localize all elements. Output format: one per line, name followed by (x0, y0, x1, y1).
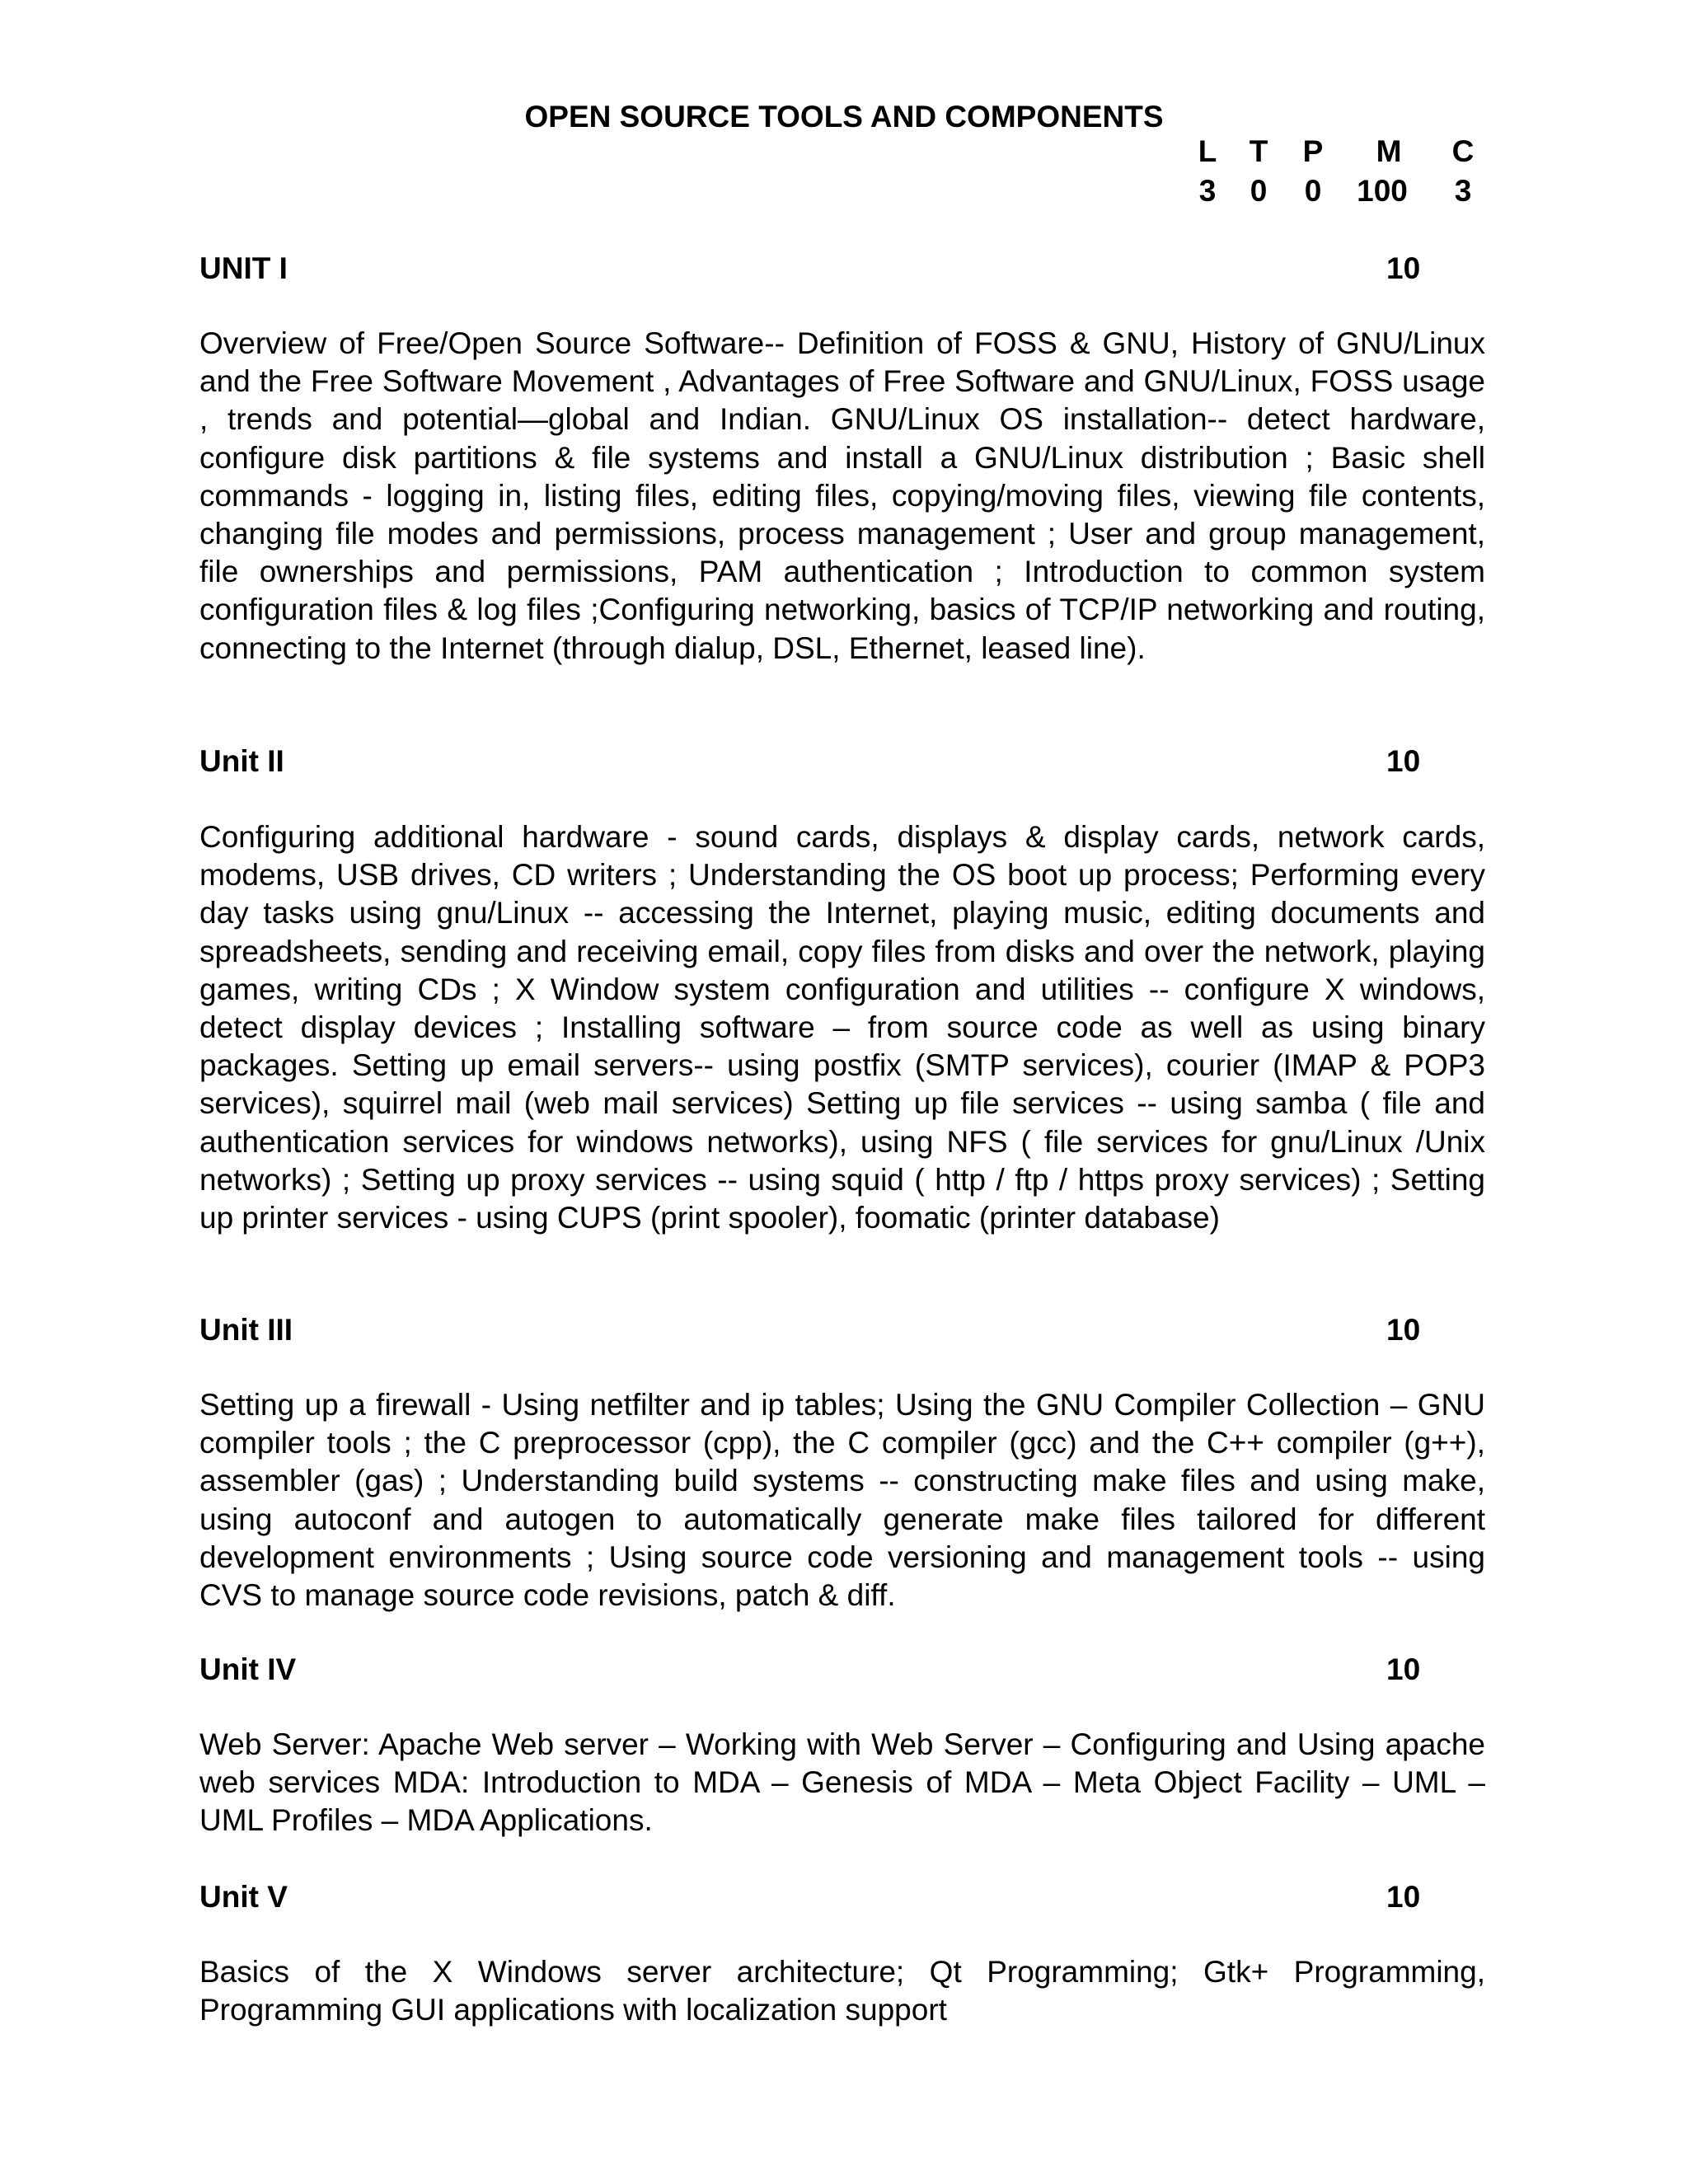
unit-heading (199, 249, 1436, 288)
unit-hours: 10 (1386, 1652, 1421, 1686)
credit-header-c: C (1451, 134, 1475, 168)
unit-title: Unit III (199, 1313, 293, 1347)
unit-title: Unit II (199, 744, 284, 778)
unit-title: Unit V (199, 1880, 288, 1914)
unit-content: Basics of the X Windows server architecture; Qt Programming; Gtk+ Programming, Programming GUI applications with localization support (199, 1955, 1485, 2027)
unit-hours: 10 (1386, 744, 1421, 778)
unit-content: Overview of Free/Open Source Software-- Definition of FOSS & GNU, History of GNU/Linux and the Free Software Movement , Advantages of Free Software and GNU/Linux, FOSS usage , trends and potential—global and Indian. GNU/Linux OS installation-- detect hardware, configure disk partitions & file systems and install a GNU/Linux distribution ; Basic shell commands - logging in, listing files, editing files, copying/moving files, viewing file contents, changing file modes and permissions, process management ; User and group management, file ownerships and permissions, PAM authentication ; Introduction to common system configuration files & log files ;Configuring networking, basics of TCP/IP networking and routing, connecting to the Internet (through dialup, DSL, Ethernet, leased line). (199, 326, 1485, 665)
unit-heading (199, 742, 1436, 781)
credit-value-m: 100 (1357, 174, 1408, 208)
unit-heading (199, 1877, 1436, 1917)
unit-heading (199, 1310, 1436, 1350)
credit-header-t: T (1249, 134, 1268, 168)
unit-hours: 10 (1386, 1880, 1421, 1914)
unit-hours: 10 (1386, 251, 1421, 285)
credit-value-l: 3 (1198, 174, 1217, 208)
page-title: OPEN SOURCE TOOLS AND COMPONENTS (524, 100, 1164, 134)
credit-header-p: P (1302, 134, 1324, 168)
unit-content: Setting up a firewall - Using netfilter and ip tables; Using the GNU Compiler Collection – GNU compiler tools ; the C preprocessor (cpp), the C compiler (gcc) and the C++ compiler (g++), assembler (gas) ; Understanding build systems -- constructing make files and using make, using autoconf and autogen to automatically generate make files tailored for different development environments ; Using source code versioning and management tools -- using CVS to manage source code revisions, patch & diff. (199, 1388, 1485, 1613)
credit-value-c: 3 (1454, 174, 1472, 208)
unit-content: Web Server: Apache Web server – Working with Web Server – Configuring and Using apache web services MDA: Introduction to MDA – Genesis of MDA – Meta Object Facility – UML – UML Profiles – MDA Applications. (199, 1727, 1485, 1838)
credit-value-p: 0 (1304, 174, 1322, 208)
unit-title: UNIT I (199, 251, 288, 285)
credits-table (1170, 132, 1500, 214)
credit-header-m: M (1376, 134, 1402, 168)
unit-hours: 10 (1386, 1313, 1421, 1347)
unit-content: Configuring additional hardware - sound cards, displays & display cards, network cards, modems, USB drives, CD writers ; Understanding the OS boot up process; Performing every day tasks using gnu/Linux -- accessing the Internet, playing music, editing documents and spreadsheets, sending and receiving email, copy files from disks and over the network, playing games, writing CDs ; X Window system configuration and utilities -- configure X windows, detect display devices ; Installing software – from source code as well as using binary packages. Setting up email servers-- using postfix (SMTP services), courier (IMAP & POP3 services), squirrel mail (web mail services) Setting up file services -- using samba ( file and authentication services for windows networks), using NFS ( file services for gnu/Linux /Unix networks) ; Setting up proxy services -- using squid ( http / ftp / https proxy services) ; Setting up printer services - using CUPS (print spooler), foomatic (printer database) (199, 820, 1485, 1235)
credit-value-t: 0 (1250, 174, 1268, 208)
unit-title: Unit IV (199, 1652, 297, 1686)
unit-heading (199, 1650, 1436, 1690)
credit-header-l: L (1198, 134, 1217, 168)
